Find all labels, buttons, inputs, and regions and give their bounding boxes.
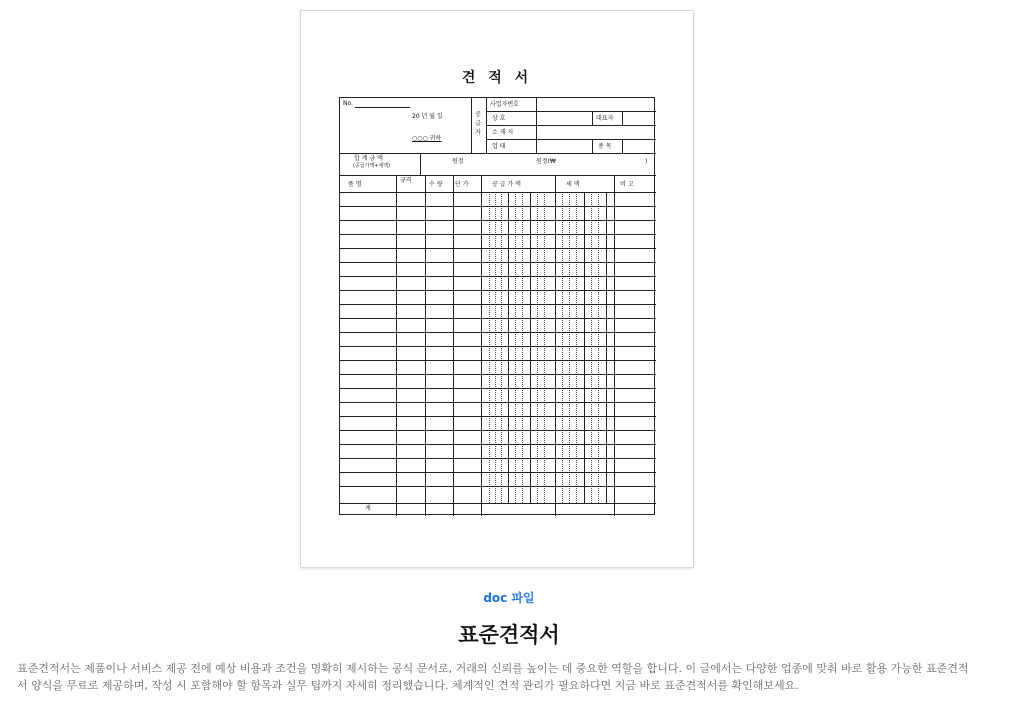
item-label: 종 목 [598,143,612,150]
divider [340,290,656,291]
divider [340,332,656,333]
no-label: No. [343,100,353,107]
digit-line [576,192,577,503]
digit-line [501,192,502,503]
divider [340,416,656,417]
total-krw-label: 원정(₩ [536,158,556,165]
digit-line [562,192,563,503]
divider [508,192,509,503]
divider [340,402,656,403]
total-won-label: 원정 [452,158,464,165]
col-header-tax: 세 액 [566,181,580,188]
business-type-label: 업 태 [492,143,506,150]
divider [340,175,656,176]
col-header-name: 품 명 [348,181,362,188]
divider [340,444,656,445]
digit-line [591,192,592,503]
divider [340,304,656,305]
page-description: 표준견적서는 제품이나 서비스 제공 전에 예상 비용과 조건을 명확히 제시하는 공식 문서로, 거래의 신뢰를 높이는 데 중요한 역할을 합니다. 이 글에서는 다양한 업종에 맞춰 바로 활용 가능한 표준견적서 양식을 무료로 제공하며, 작성 시 포함해야 할 항목과 실무 팁까지 자세히 정리했습니다. 체계적인 견적 관리가 필요하다면 지금 바로 표준견적서를 확인해보세요. [17,662,969,692]
divider [420,153,421,175]
sum-label: 계 [365,505,371,512]
divider [340,486,656,487]
divider [340,153,656,154]
divider [340,472,656,473]
divider [592,111,593,125]
divider [622,139,623,153]
supplier-label: 공급자 [475,111,481,136]
divider [486,125,656,126]
total-sub-label: (공급가액+세액) [353,163,391,169]
representative-label: 대표자 [596,115,614,122]
divider [340,318,656,319]
col-header-price: 단 가 [455,181,469,188]
digit-line [544,192,545,503]
divider [340,220,656,221]
digit-line [515,192,516,503]
divider [340,388,656,389]
divider [340,430,656,431]
company-label: 상 호 [492,115,506,122]
digit-line [569,192,570,503]
divider [486,111,656,112]
digit-line [598,192,599,503]
divider [584,192,585,503]
doc-file-link[interactable]: doc 파일 [483,591,535,605]
divider [622,111,623,125]
divider [340,192,656,193]
digit-line [489,192,490,503]
divider [486,139,656,140]
divider [340,503,656,504]
digit-line [495,192,496,503]
addressee: ○○○ 귀하 [412,135,442,142]
divider [592,139,593,153]
col-header-qty: 수 량 [429,181,443,188]
divider [340,206,656,207]
address-label: 소 재 지 [492,129,514,136]
divider [340,276,656,277]
col-header-note: 비 고 [620,181,634,188]
divider [340,262,656,263]
estimate-form [339,97,655,515]
col-header-supply: 공 급 가 액 [492,181,521,188]
digit-line [537,192,538,503]
divider [471,98,472,153]
digit-line [522,192,523,503]
total-label: 합 계 금 액 [354,155,383,162]
divider [340,360,656,361]
divider [340,458,656,459]
date-label: 20 년 월 일 [412,113,443,120]
divider [340,248,656,249]
divider [340,234,656,235]
divider [530,192,531,503]
reg-no-label: 사업자번호 [490,101,519,108]
document-title: 견 적 서 [461,70,533,86]
divider [340,346,656,347]
page-title: 표준견적서 [458,623,560,647]
divider [340,374,656,375]
col-header-spec: 규격 [400,177,412,184]
no-underline [355,107,410,108]
document-preview[interactable] [300,10,694,568]
divider [606,192,607,503]
total-close: ) [645,158,648,165]
